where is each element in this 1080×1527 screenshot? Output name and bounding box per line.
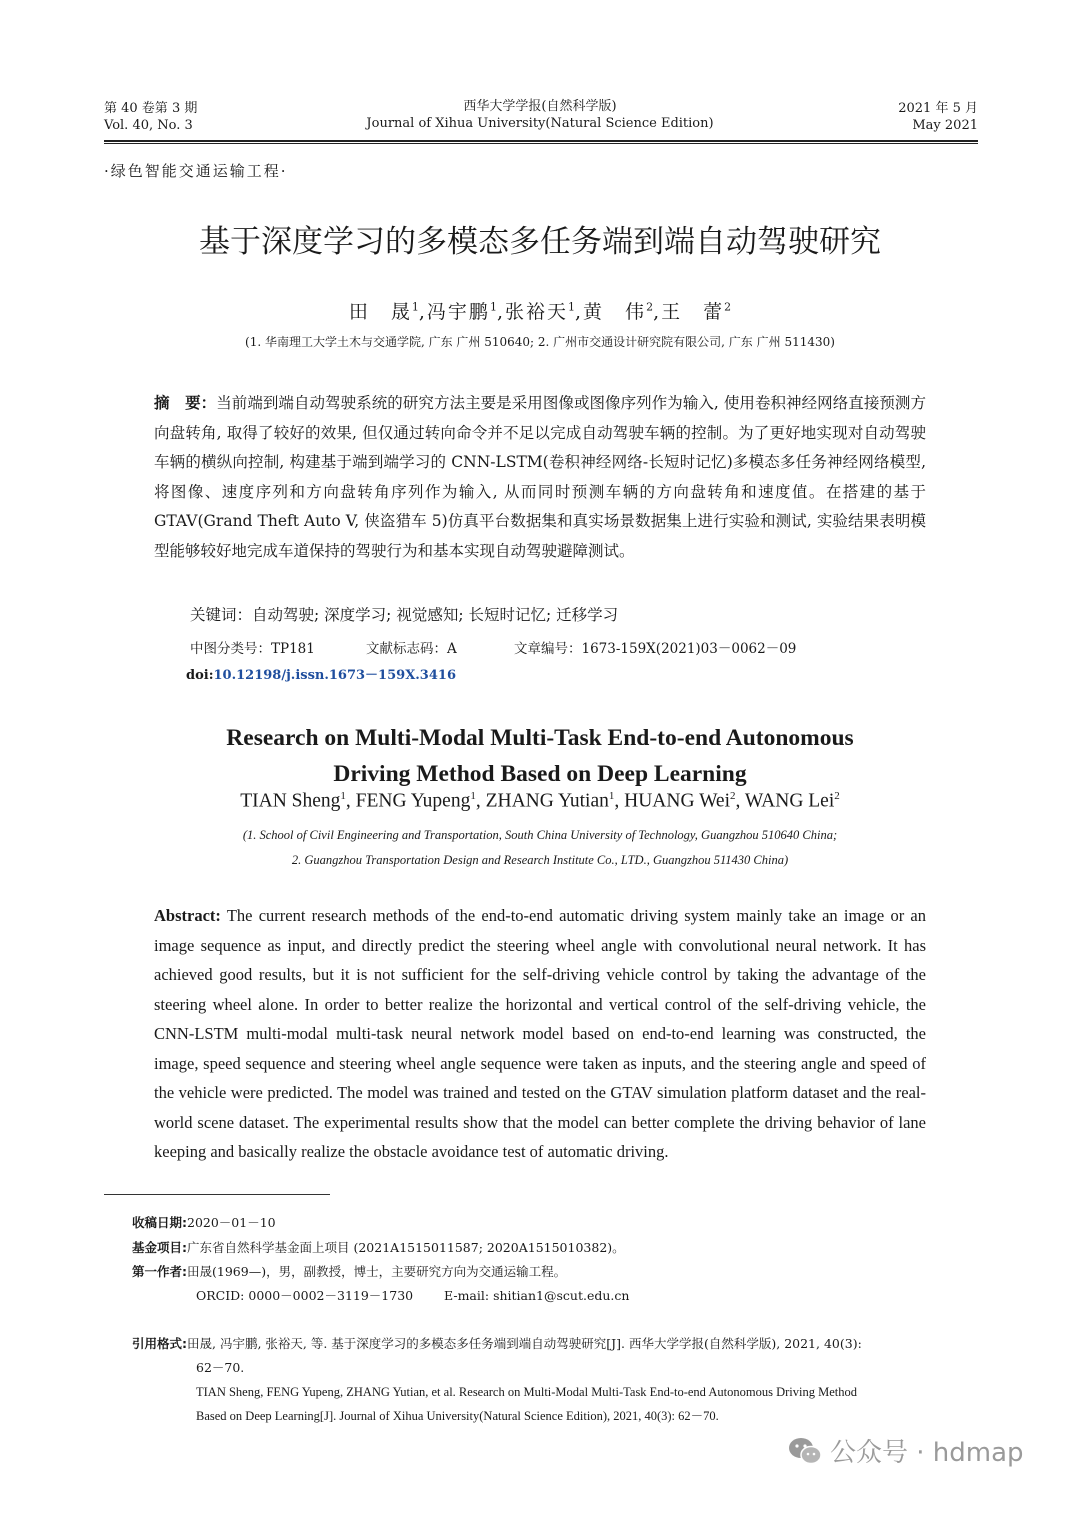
author-name: 黄 伟 [583, 301, 647, 323]
clc-label: 中图分类号： [190, 641, 271, 657]
first-author-text: 田晟(1969—)，男，副教授，博士，主要研究方向为交通运输工程。 [187, 1264, 567, 1279]
author-affil-mark: 1 [411, 300, 419, 314]
author-affil-mark: 1 [568, 300, 575, 314]
footnote-contact [196, 1287, 896, 1304]
english-title-line: Research on Multi-Modal Multi-Task End-to-end Autonomous [226, 725, 854, 751]
english-affiliation-line: 2. Guangzhou Transportation Design and Research Institute Co., LTD., Guangzhou 511430 China) [291, 853, 789, 867]
author-name: 冯宇鹏 [426, 301, 490, 323]
footnote-rule [104, 1194, 330, 1195]
header-rule-thick [104, 140, 978, 142]
date-en: May 2021 [912, 118, 978, 133]
journal-date [860, 100, 978, 134]
watermark [788, 1432, 1024, 1469]
keywords [190, 603, 618, 625]
author-name: WANG Lei [744, 790, 835, 812]
abstract-label: 摘 要： [154, 394, 217, 412]
orcid: ORCID: 0000－0002－3119－1730 [196, 1288, 414, 1303]
doc-code-label: 文献标志码： [366, 641, 447, 657]
header-rule-thin [104, 143, 978, 144]
doc-code-value: A [447, 641, 457, 657]
abstract-text: 当前端到端自动驾驶系统的研究方法主要是采用图像或图像序列作为输入, 使用卷积神经网络直接预测方向盘转角, 取得了较好的效果, 但仅通过转向命令并不足以完成自动驾驶车辆的控制。为了更好地实现对自动驾驶车辆的横纵向控制, 构建基于端到端学习的 CNN-LSTM(卷积神经网络-长短时记忆)多模态多任务神经网络模型, 将图像、速度序列和方向盘转角序列作为输入, 从而同时预测车辆的方向盘转角和速度值。在搭建的基于 GTAV(Grand Theft Auto V, 侠盗猎车 5)仿真平台数据集和真实场景数据集上进行实验和测试, 实验结果表明模型能够较好地完成车道保持的驾驶行为和基本实现自动驾驶避障测试。 [154, 394, 926, 560]
author-name: FENG Yupeng [355, 790, 471, 812]
doi-label: doi: [186, 668, 214, 683]
volume-en: Vol. 40, No. 3 [104, 118, 193, 133]
watermark-text: 公众号 · hdmap [830, 1438, 1024, 1468]
article-no-label: 文章编号： [514, 641, 582, 657]
citation-cn-line: 62－70. [196, 1360, 245, 1375]
citation-en-line: TIAN Sheng, FENG Yupeng, ZHANG Yutian, et al. Research on Multi-Modal Multi-Task End-to-end Autonomous Driving Method [196, 1385, 857, 1399]
author-affil-mark: 2 [724, 300, 732, 314]
classification-info [190, 637, 796, 657]
footnote-first-author [132, 1263, 978, 1280]
author-affil-mark: 1 [608, 790, 615, 802]
author-name: 张裕天 [504, 301, 568, 323]
citation-label: 引用格式: [132, 1336, 187, 1351]
received-label: 收稿日期: [132, 1215, 187, 1230]
doi [186, 664, 456, 683]
author-affil-mark: 1 [470, 790, 476, 802]
chinese-abstract [154, 389, 926, 566]
author-name: 田 晟 [348, 301, 412, 323]
citation-en-line: Based on Deep Learning[J]. Journal of Xihua University(Natural Science Edition), 2021, 40(3): 62－70. [196, 1409, 719, 1423]
journal-name-en: Journal of Xihua University(Natural Science Edition) [366, 116, 714, 131]
chinese-affiliation: (1. 华南理工大学土木与交通学院, 广东 广州 510640; 2. 广州市交通设计研究院有限公司, 广东 广州 511430) [245, 335, 835, 349]
author-affil-mark: 2 [834, 790, 840, 802]
wechat-icon [788, 1437, 822, 1465]
chinese-authors: 田 晟$^1$,冯宇鹏$^1$,张裕天$^1$,黄 伟$^2$,王 蕾$^2$ [348, 300, 732, 323]
author-affil-mark: 1 [489, 300, 497, 314]
author-affil-mark: 2 [730, 790, 736, 802]
received-date: 2020－01－10 [187, 1215, 276, 1230]
keywords-text: 自动驾驶; 深度学习; 视觉感知; 长短时记忆; 迁移学习 [252, 606, 619, 624]
fund-label: 基金项目: [132, 1240, 187, 1255]
english-affiliation-line: (1. School of Civil Engineering and Transportation, South China University of Technology, Guangzhou 510640 China; [242, 828, 838, 842]
english-abstract [154, 901, 926, 1167]
author-name: ZHANG Yutian [485, 790, 609, 812]
date-cn: 2021 年 5 月 [898, 101, 978, 116]
volume-cn: 第 40 卷第 3 期 [104, 101, 198, 116]
column-tag: ·绿色智能交通运输工程· [104, 162, 288, 180]
author-name: HUANG Wei [624, 790, 730, 812]
english-title-line: Driving Method Based on Deep Learning [333, 761, 747, 787]
english-affiliation [0, 823, 1080, 873]
first-author-label: 第一作者: [132, 1264, 187, 1279]
chinese-title: 基于深度学习的多模态多任务端到端自动驾驶研究 [199, 224, 881, 260]
abstract-text: The current research methods of the end-to-end automatic driving system mainly take an image or an image sequence as input, and directly predict the steering wheel angle with convolutional neural network. It has achieved good results, but it is not sufficient for the self-driving vehicle control by taking the advantage of the steering wheel alone. In order to better realize the horizontal and vertical control of the self-driving vehicle, the CNN-LSTM multi-modal multi-task neural network model based on end-to-end learning was constructed, the image, speed sequence and steering wheel angle sequence were taken as inputs, and the steering angle and speed of the vehicle were predicted. The model was trained and tested on the GTAV simulation platform dataset and the real-world scene dataset. The experimental results show that the model can better complete the driving behavior of lane keeping and basically realize the obstacle avoidance test of automatic driving. [154, 906, 926, 1161]
journal-name-cn: 西华大学学报(自然科学版) [463, 99, 617, 114]
citation-cn-line: 田晟, 冯宇鹏, 张裕天, 等. 基于深度学习的多模态多任务端到端自动驾驶研究[J]. 西华大学学报(自然科学版), 2021, 40(3): [187, 1336, 862, 1351]
keywords-label: 关键词： [190, 606, 253, 624]
clc-value: TP181 [271, 641, 315, 657]
footnote-received [132, 1214, 978, 1231]
doi-link[interactable]: 10.12198/j.issn.1673－159X.3416 [213, 668, 456, 683]
abstract-label: Abstract: [154, 906, 221, 925]
article-no-value: 1673-159X(2021)03－0062－09 [581, 641, 797, 657]
english-title [0, 720, 1080, 792]
author-affil-mark: 1 [340, 790, 346, 802]
english-authors: TIAN Sheng$^1$, FENG Yupeng$^1$, ZHANG Yutian$^1$, HUANG Wei$^2$, WANG Lei$^2$ [240, 790, 840, 812]
fund-text: 广东省自然科学基金面上项目 (2021A1515011587; 2020A1515010382)。 [187, 1240, 625, 1255]
email[interactable]: E-mail: shitian1@scut.edu.cn [444, 1288, 630, 1303]
author-name: 王 蕾 [661, 301, 725, 323]
footnote-fund [132, 1239, 978, 1256]
author-name: TIAN Sheng [240, 790, 341, 812]
author-affil-mark: 2 [646, 300, 654, 314]
citation-block [132, 1332, 978, 1428]
